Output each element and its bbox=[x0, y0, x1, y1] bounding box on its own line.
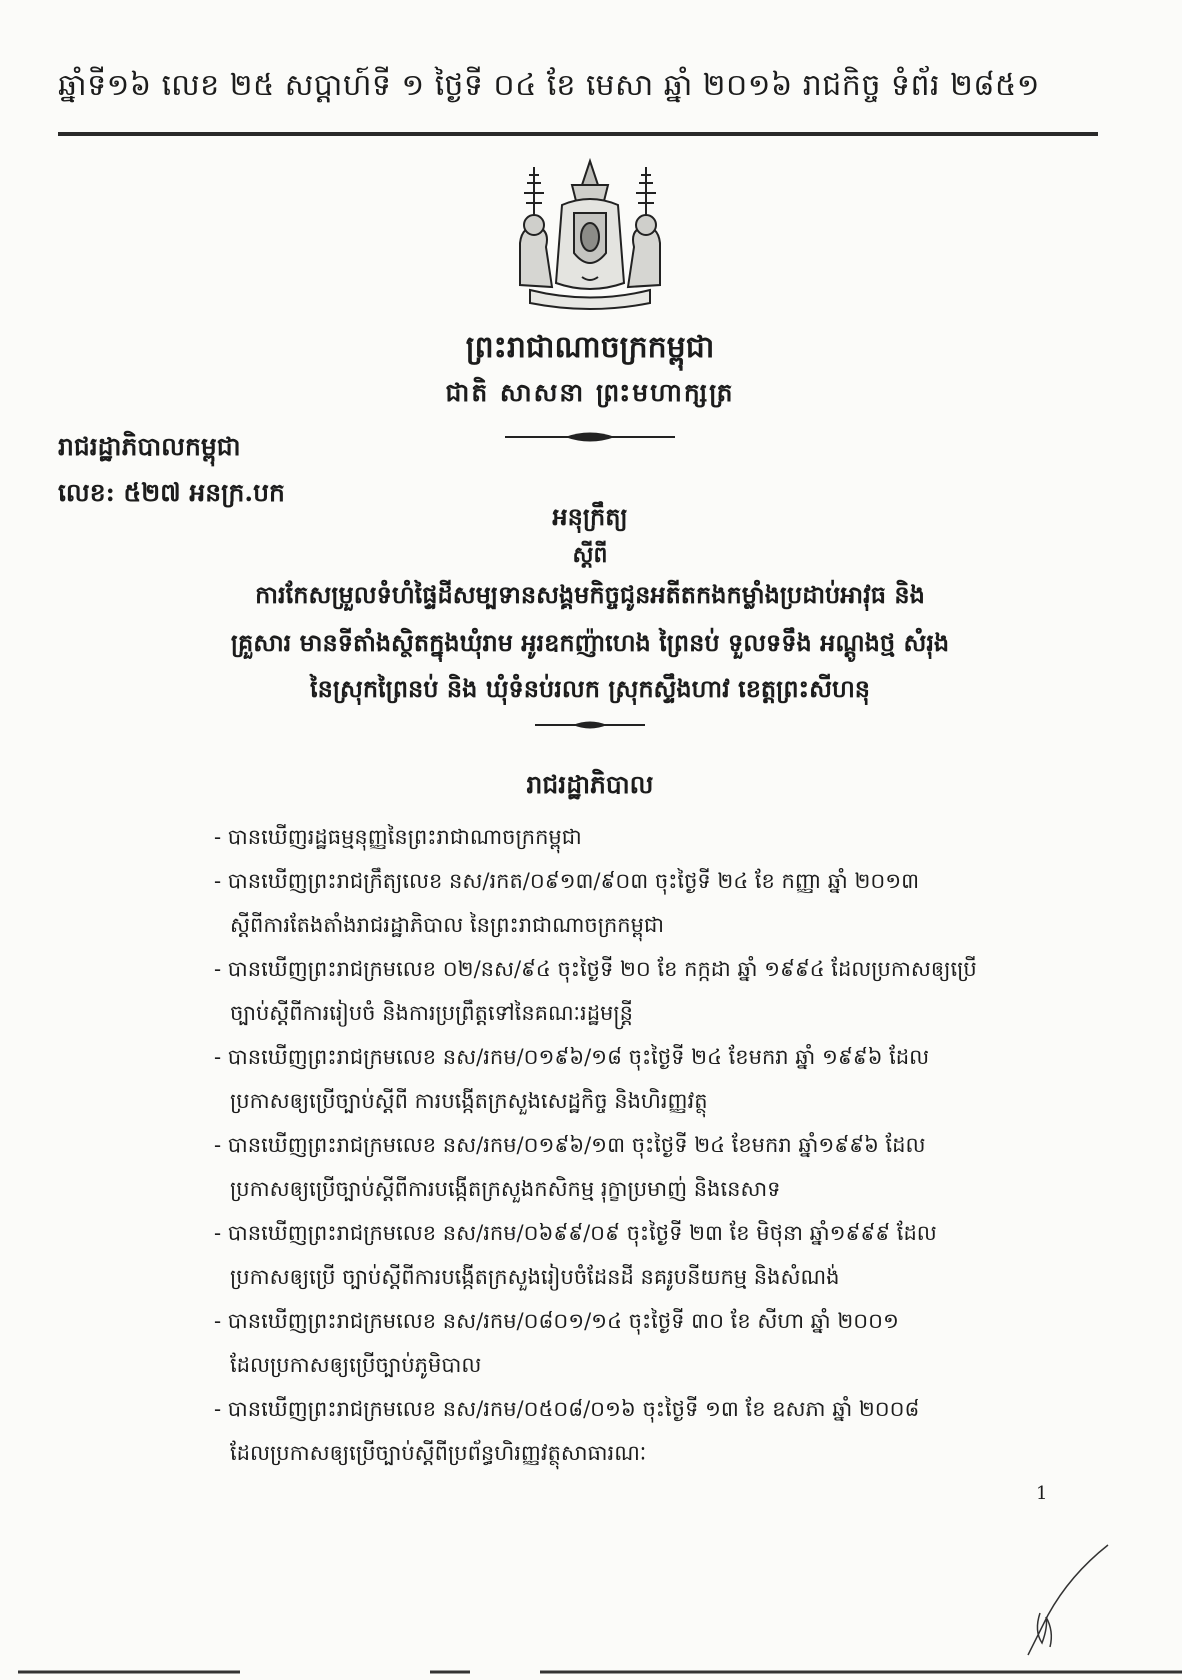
gazette-header: ឆ្នាំទី១៦ លេខ ២៥ សប្ដាហ៍ទី ១ ថ្ងៃទី ០៤ ខែ មេសា ឆ្នាំ ២០១៦ រាជកិច្ច ទំព័រ ២៨៥១ bbox=[58, 68, 1040, 103]
royal-coat-of-arms-icon bbox=[500, 155, 680, 315]
header-rule bbox=[58, 132, 1098, 136]
list-item-text: - បានឃើញព្រះរាជក្រមលេខ នស/រកម/០១៩៦/១៣ ចុះថ្ងៃទី ២៤ ខែមករា ឆ្នាំ១៩៩៦ ដែល bbox=[214, 1133, 926, 1157]
scan-edge bbox=[0, 1660, 1182, 1680]
list-item-continuation: ដែលប្រកាសឲ្យប្រើច្បាប់ស្ដីពីប្រព័ន្ធហិរញ្ញវត្ថុសាធារណៈ bbox=[230, 1441, 647, 1465]
list-item-continuation: ប្រកាសឲ្យប្រើច្បាប់ស្ដីពីការបង្កើតក្រសួងកសិកម្ម រុក្ខាប្រមាញ់ និងនេសាទ bbox=[230, 1177, 781, 1201]
document-type: អនុក្រឹត្យ bbox=[552, 502, 628, 531]
document-title-line: ការកែសម្រួលទំហំផ្ទៃដីសម្បទានសង្គមកិច្ចជូនអតីតកងកម្លាំងប្រដាប់អាវុធ និង bbox=[255, 580, 925, 609]
document-about-label: ស្ដីពី bbox=[572, 542, 608, 568]
list-item-text: - បានឃើញព្រះរាជក្រឹត្យលេខ នស/រកត/០៩១៣/៩០៣ ចុះថ្ងៃទី ២៤ ខែ កញ្ញា ឆ្នាំ ២០១៣ bbox=[214, 869, 920, 893]
list-item-continuation: ប្រកាសឲ្យប្រើ ច្បាប់ស្ដីពីការបង្កើតក្រសួងរៀបចំដែនដី នគរូបនីយកម្ម និងសំណង់ bbox=[230, 1265, 840, 1289]
list-item-continuation: ប្រកាសឲ្យប្រើច្បាប់ស្ដីពី ការបង្កើតក្រសួងសេដ្ឋកិច្ច និងហិរញ្ញវត្ថុ bbox=[230, 1089, 708, 1113]
list-item bbox=[214, 1035, 1094, 1123]
list-item-continuation: ដែលប្រកាសឲ្យប្រើច្បាប់ភូមិបាល bbox=[230, 1353, 482, 1377]
kingdom-name: ព្រះរាជាណាចក្រកម្ពុជា bbox=[465, 330, 715, 365]
list-item-text: - បានឃើញព្រះរាជក្រមលេខ នស/រកម/០៦៩៩/០៩ ចុះថ្ងៃទី ២៣ ខែ មិថុនា ឆ្នាំ១៩៩៩ ដែល bbox=[214, 1221, 937, 1245]
list-item-continuation: ស្ដីពីការតែងតាំងរាជរដ្ឋាភិបាល នៃព្រះរាជាណាចក្រកម្ពុជា bbox=[230, 913, 664, 937]
list-item bbox=[214, 1299, 1094, 1387]
list-item-text: - បានឃើញព្រះរាជក្រមលេខ ០២/នស/៩៤ ចុះថ្ងៃទី ២០ ខែ កក្កដា ឆ្នាំ ១៩៩៤ ដែលប្រកាសឲ្យប្រើ bbox=[214, 957, 977, 981]
national-motto: ជាតិ សាសនា ព្រះមហាក្សត្រ bbox=[445, 378, 735, 407]
list-item bbox=[214, 947, 1094, 1035]
list-item bbox=[214, 859, 1094, 947]
list-item-continuation: ច្បាប់ស្ដីពីការរៀបចំ និងការប្រព្រឹត្តទៅនៃគណៈរដ្ឋមន្ត្រី bbox=[230, 1001, 633, 1025]
list-item-text: - បានឃើញព្រះរាជក្រមលេខ នស/រកម/០១៩៦/១៨ ចុះថ្ងៃទី ២៤ ខែមករា ឆ្នាំ ១៩៩៦ ដែល bbox=[214, 1045, 930, 1069]
document-title-line: គ្រួសារ មានទីតាំងស្ថិតក្នុងឃុំរាម អូរឧកញ៉ាហេង ព្រៃនប់ ទួលទទឹង អណ្ដូងថ្ម សំរុង bbox=[230, 628, 950, 657]
list-item-text: - បានឃើញព្រះរាជក្រមលេខ នស/រកម/០៥០៨/០១៦ ចុះថ្ងៃទី ១៣ ខែ ឧសភា ឆ្នាំ ២០០៨ bbox=[214, 1397, 920, 1421]
reference-number: លេខ: ៥២៧ អនក្រ.បក bbox=[58, 478, 285, 507]
list-item bbox=[214, 1211, 1094, 1299]
document-title-line: នៃស្រុកព្រៃនប់ និង ឃុំទំនប់រលក ស្រុកស្ទឹងហាវ ខេត្តព្រះសីហនុ bbox=[309, 674, 871, 703]
body-heading: រាជរដ្ឋាភិបាល bbox=[526, 770, 654, 799]
ornament-divider-icon bbox=[505, 430, 675, 444]
list-item-text: - បានឃើញព្រះរាជក្រមលេខ នស/រកម/០៨០១/១៤ ចុះថ្ងៃទី ៣០ ខែ សីហា ឆ្នាំ ២០០១ bbox=[214, 1309, 899, 1333]
list-item-text: - បានឃើញរដ្ឋធម្មនុញ្ញនៃព្រះរាជាណាចក្រកម្ពុជា bbox=[214, 825, 582, 849]
page-number: 1 bbox=[1036, 1483, 1048, 1504]
list-item bbox=[214, 815, 1094, 859]
signature-icon bbox=[990, 1535, 1120, 1660]
whereas-list bbox=[214, 815, 1094, 1475]
issuer-name: រាជរដ្ឋាភិបាលកម្ពុជា bbox=[58, 432, 241, 461]
ornament-divider-icon bbox=[535, 718, 645, 732]
list-item bbox=[214, 1123, 1094, 1211]
list-item bbox=[214, 1387, 1094, 1475]
